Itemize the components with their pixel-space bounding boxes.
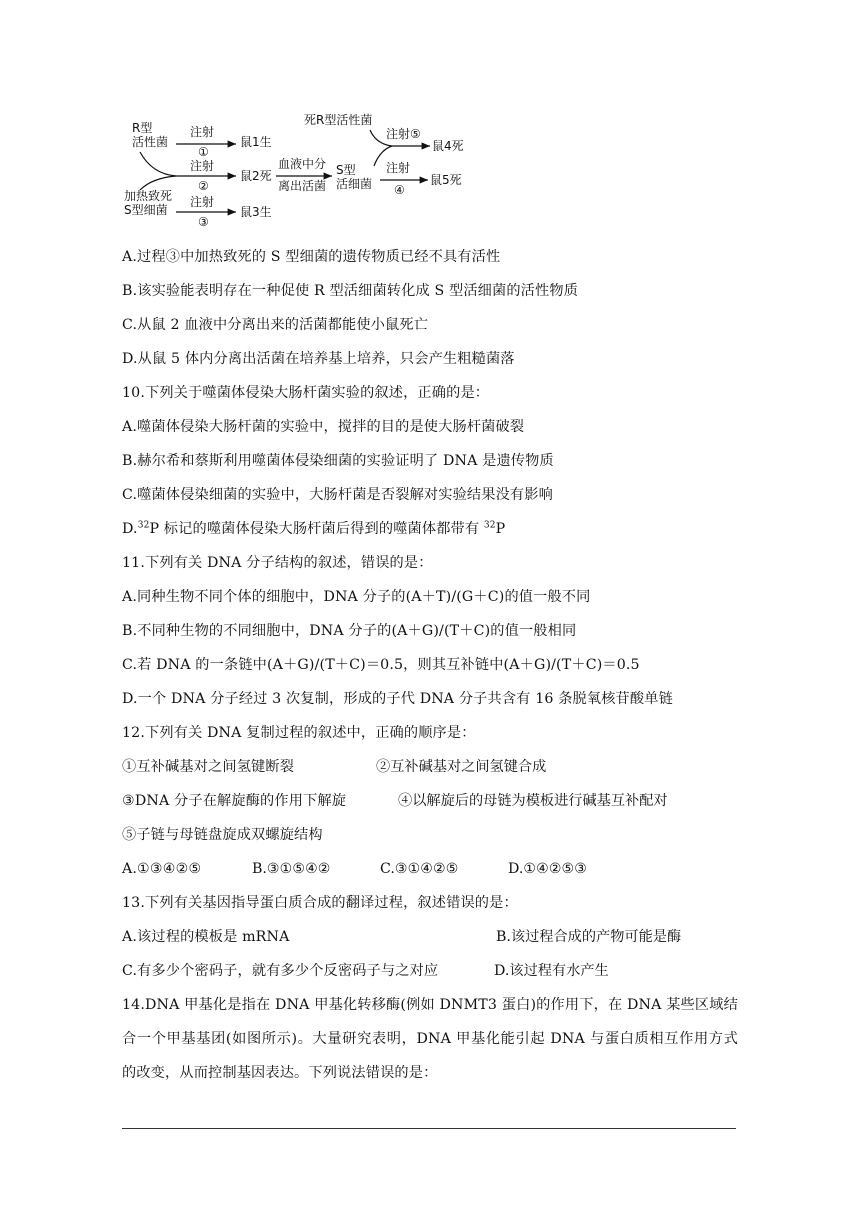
q11-stem: 11.下列有关 DNA 分子结构的叙述，错误的是： [122,555,433,571]
q12-option-b: B.③①⑤④② [252,861,331,877]
q11-option-d: D.一个 DNA 分子经过 3 次复制，形成的子代 DNA 分子共含有 16 条脱氧核苷酸单链 [122,691,673,707]
q9-option-c: C.从鼠 2 血液中分离出来的活菌都能使小鼠死亡 [122,317,429,333]
s-live-label-1: S型 [336,163,356,177]
separate-label-2: 离出活菌 [278,179,327,193]
q9-option-d: D.从鼠 5 体内分离出活菌在培养基上培养，只会产生粗糙菌落 [122,351,515,367]
q9-option-a: A.过程③中加热致死的 S 型细菌的遗传物质已经不具有活性 [122,249,501,265]
mouse-1-label: 鼠1生 [240,135,272,149]
step-3-label: ③ [198,215,209,228]
q13-option-a: A.该过程的模板是 mRNA [122,929,290,945]
inject-label-2: 注射 [190,159,215,173]
merge-curve-top [140,152,176,176]
s-live-label-2: 活细菌 [336,177,373,191]
q14-stem-line-2: 合一个甲基基团(如图所示)。大量研究表明，DNA 甲基化能引起 DNA 与蛋白质相互作用方式 [122,1031,738,1047]
q11-option-a: A.同种生物不同个体的细胞中，DNA 分子的(A＋T)/(G＋C)的值一般不同 [122,589,591,605]
q10-stem: 10.下列关于噬菌体侵染大肠杆菌实验的叙述，正确的是： [122,385,490,401]
step-4-label: ④ [394,183,405,197]
mouse-4-label: 鼠4死 [432,139,464,153]
inject-label-3: 注射 [190,195,215,209]
q10-option-c: C.噬菌体侵染细菌的实验中，大肠杆菌是否裂解对实验结果没有影响 [122,487,553,503]
q13-stem: 13.下列有关基因指导蛋白质合成的翻译过程，叙述错误的是： [122,895,518,911]
q10-option-b: B.赫尔希和蔡斯利用噬菌体侵染细菌的实验证明了 DNA 是遗传物质 [122,453,554,469]
q13-option-d: D.该过程有水产生 [494,963,609,979]
q12-stem: 12.下列有关 DNA 复制过程的叙述中，正确的顺序是： [122,725,476,741]
griffith-experiment-diagram [118,108,478,228]
merge-curve-bottom [140,176,176,190]
step-2-label: ② [198,179,209,193]
q14-stem-line-3: 的改变，从而控制基因表达。下列说法错误的是： [122,1065,438,1081]
q10-d-end: P [495,521,506,537]
mouse-5-label: 鼠5死 [430,173,462,187]
inject-5-label: 注射⑤ [386,127,421,141]
q11-option-c: C.若 DNA 的一条链中(A＋G)/(T＋C)＝0.5，则其互补链中(A＋G)/(T＋C)＝0.5 [122,657,640,673]
q13-option-c: C.有多少个密码子，就有多少个反密码子与之对应 [122,963,439,979]
q10-d-sup1: 32 [137,520,150,531]
q10-option-a: A.噬菌体侵染大肠杆菌的实验中，搅拌的目的是使大肠杆菌破裂 [122,419,525,435]
q9-option-b: B.该实验能表明存在一种促使 R 型活细菌转化成 S 型活细菌的活性物质 [122,283,579,299]
heat-killed-label-1: 加热致死 [124,189,173,203]
q12-statement-5: ⑤子链与母链盘旋成双螺旋结构 [122,827,323,843]
r-live-label-1: R型 [132,121,153,135]
mouse-2-label: 鼠2死 [240,169,272,183]
q12-statement-4: ④以解旋后的母链为模板进行碱基互补配对 [398,793,668,809]
q12-option-a: A.①③④②⑤ [122,861,202,877]
q12-statement-1: ①互补碱基对之间氢键断裂 [122,759,295,775]
q12-statement-3: ③DNA 分子在解旋酶的作用下解旋 [122,793,347,809]
q11-option-b: B.不同种生物的不同细胞中，DNA 分子的(A＋G)/(T＋C)的值一般相同 [122,623,577,639]
footer-divider [122,1128,736,1129]
mouse-3-label: 鼠3生 [240,205,272,219]
q14-stem-line-1: 14.DNA 甲基化是指在 DNA 甲基化转移酶(例如 DNMT3 蛋白)的作用下，在 DNA 某些区域结 [122,997,738,1013]
inject-label-5: 注射 [386,161,411,175]
r-live-label-2: 活性菌 [132,135,169,149]
heat-killed-label-2: S型细菌 [124,203,168,217]
q12-option-c: C.③①④②⑤ [380,861,459,877]
q12-option-d: D.①④②⑤③ [508,861,587,877]
dead-r-label: 死R型活性菌 [304,113,373,127]
q10-d-prefix: D. [122,521,138,537]
inject-label-1: 注射 [190,125,215,139]
q13-option-b: B.该过程合成的产物可能是酶 [496,929,682,945]
q10-d-mid: P 标记的噬菌体侵染大肠杆菌后得到的噬菌体都带有 [149,521,484,537]
step-1-label: ① [198,145,209,159]
q10-option-d [122,519,505,539]
q10-d-sup2: 32 [483,520,496,531]
separate-label-1: 血液中分 [278,157,327,171]
q12-statement-2: ②互补碱基对之间氢键合成 [376,759,547,775]
